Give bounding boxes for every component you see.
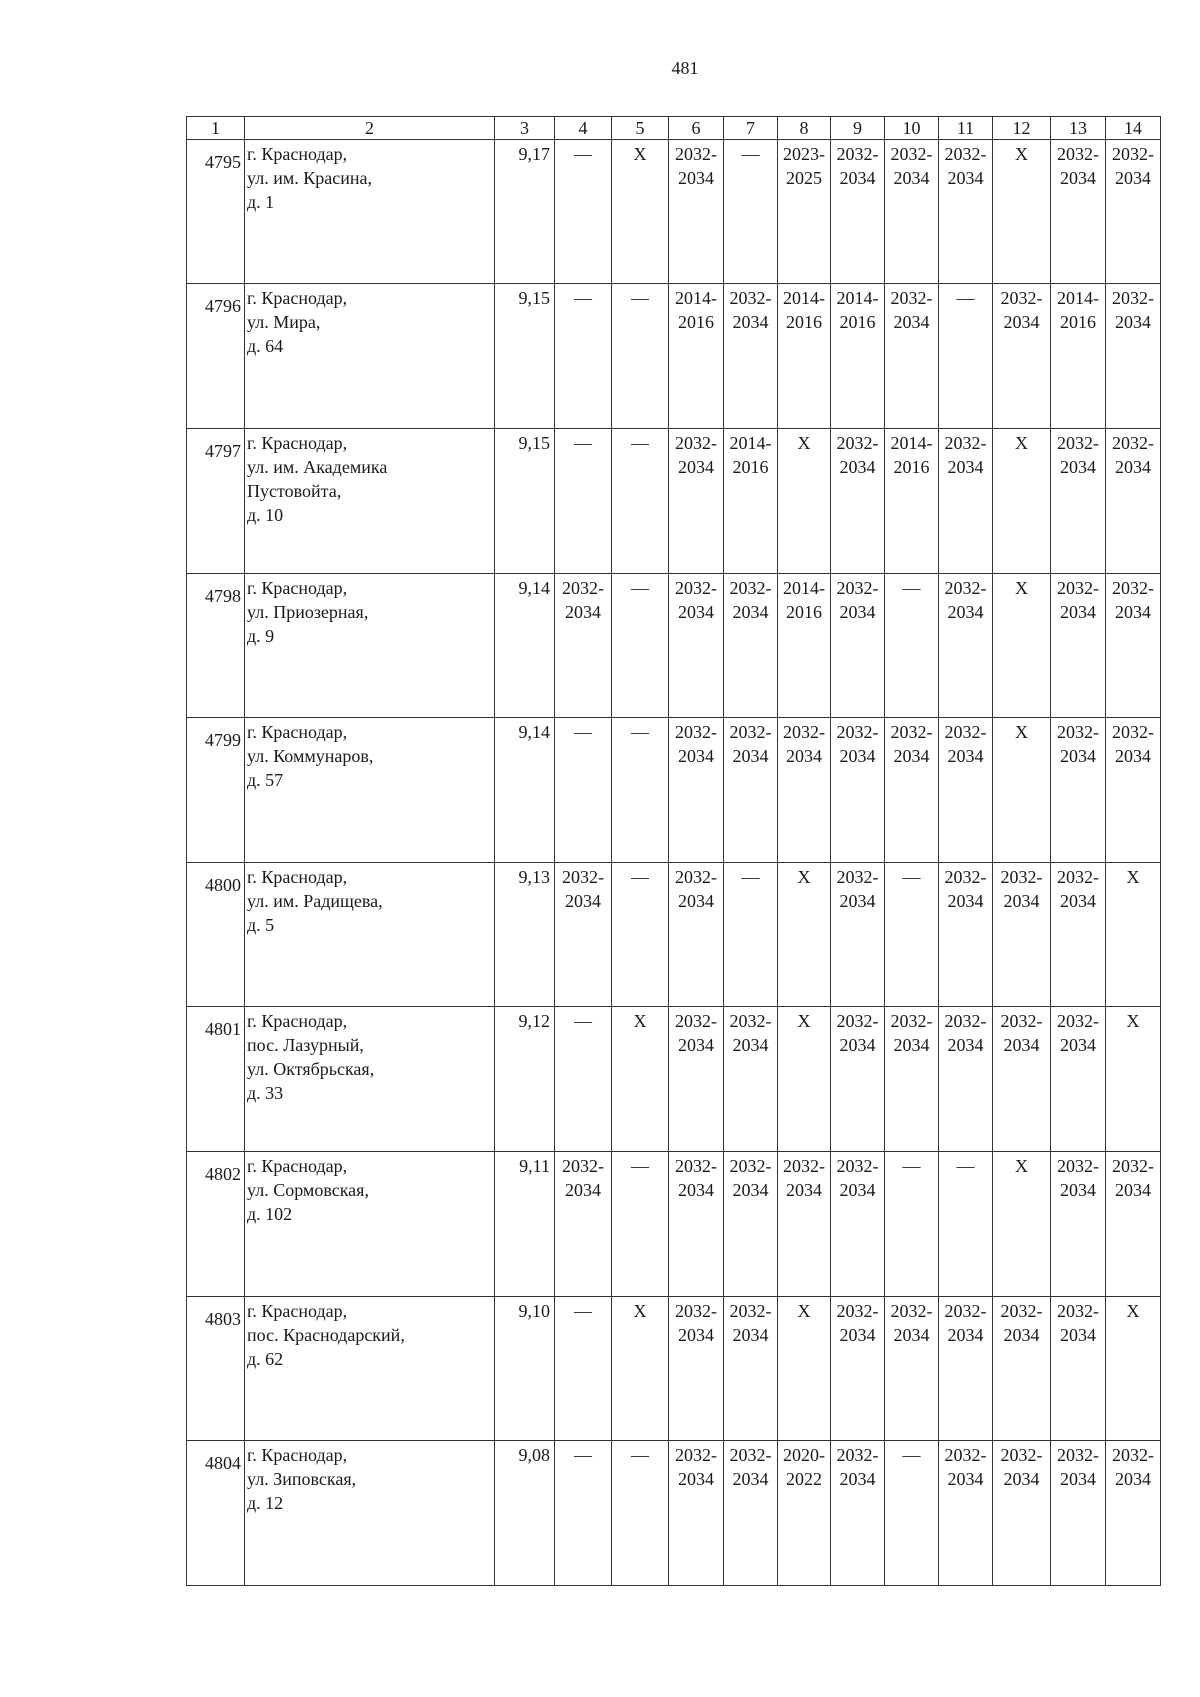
schedule-cell: — (555, 429, 612, 574)
schedule-cell: 2032- 2034 (724, 1441, 778, 1586)
rating-cell: 9,15 (495, 284, 555, 429)
address-line: д. 62 (247, 1348, 284, 1369)
schedule-cell: 2020- 2022 (778, 1441, 831, 1586)
schedule-cell: 2032- 2034 (724, 284, 778, 429)
schedule-cell: 2032- 2034 (1106, 284, 1161, 429)
schedule-cell: 2032- 2034 (1051, 1441, 1106, 1586)
address-line: г. Краснодар, (247, 433, 348, 454)
schedule-cell: 2032- 2034 (1051, 1296, 1106, 1441)
header-cell: 13 (1051, 117, 1106, 140)
schedule-cell: — (555, 284, 612, 429)
schedule-cell: X (993, 718, 1051, 863)
address-line: ул. им. Красина, (247, 167, 372, 188)
schedule-cell: 2032- 2034 (669, 1441, 724, 1586)
schedule-cell: — (555, 718, 612, 863)
schedule-cell: X (993, 429, 1051, 574)
schedule-cell: — (555, 1296, 612, 1441)
address-line: г. Краснодар, (247, 866, 348, 887)
schedule-cell: 2014- 2016 (724, 429, 778, 574)
schedule-cell: X (778, 862, 831, 1007)
schedule-cell: 2032- 2034 (778, 1152, 831, 1297)
rating-cell: 9,10 (495, 1296, 555, 1441)
address-line: ул. Октябрьская, (247, 1059, 375, 1080)
schedule-cell: X (1106, 1296, 1161, 1441)
header-cell: 3 (495, 117, 555, 140)
row-number: 4799 (187, 718, 245, 863)
schedule-cell: 2032- 2034 (1051, 1152, 1106, 1297)
schedule-cell: 2014- 2016 (831, 284, 885, 429)
schedule-cell: 2014- 2016 (669, 284, 724, 429)
schedule-cell: 2014- 2016 (778, 573, 831, 718)
address-line: г. Краснодар, (247, 1011, 348, 1032)
schedule-cell: — (555, 1441, 612, 1586)
address-line: д. 5 (247, 914, 275, 935)
schedule-cell: 2032- 2034 (885, 284, 939, 429)
address-line: г. Краснодар, (247, 288, 348, 309)
schedule-cell: — (555, 1007, 612, 1152)
schedule-cell: 2032- 2034 (1051, 1007, 1106, 1152)
schedule-cell: 2032- 2034 (1106, 573, 1161, 718)
address-line: ул. Сормовская, (247, 1180, 369, 1201)
address-line: д. 64 (247, 336, 284, 357)
address-line: ул. Коммунаров, (247, 746, 374, 767)
rating-cell: 9,17 (495, 139, 555, 284)
schedule-cell: — (885, 1441, 939, 1586)
schedule-cell: 2032- 2034 (724, 1296, 778, 1441)
table-row (187, 1152, 1161, 1297)
address-line: ул. Зиповская, (247, 1469, 357, 1490)
schedule-cell: — (939, 284, 993, 429)
row-number: 4797 (187, 429, 245, 574)
address-line: г. Краснодар, (247, 722, 348, 743)
table-row (187, 1441, 1161, 1586)
table-row (187, 1296, 1161, 1441)
header-cell: 1 (187, 117, 245, 140)
schedule-cell: 2032- 2034 (669, 573, 724, 718)
schedule-cell: 2032- 2034 (669, 718, 724, 863)
row-number: 4798 (187, 573, 245, 718)
address-line: ул. им. Академика (247, 457, 388, 478)
schedule-cell: X (1106, 1007, 1161, 1152)
schedule-cell: 2032- 2034 (993, 1441, 1051, 1586)
schedule-cell: 2032- 2034 (1051, 718, 1106, 863)
header-cell: 10 (885, 117, 939, 140)
schedule-cell: 2032- 2034 (831, 718, 885, 863)
schedule-cell: X (1106, 862, 1161, 1007)
schedule-cell: 2032- 2034 (555, 573, 612, 718)
row-number: 4801 (187, 1007, 245, 1152)
schedule-cell: 2032- 2034 (1106, 1152, 1161, 1297)
schedule-cell: 2032- 2034 (885, 139, 939, 284)
row-number: 4803 (187, 1296, 245, 1441)
schedule-cell: 2032- 2034 (669, 1152, 724, 1297)
schedule-cell: 2032- 2034 (1106, 718, 1161, 863)
rating-cell: 9,13 (495, 862, 555, 1007)
schedule-cell: — (885, 862, 939, 1007)
schedule-cell: — (612, 429, 669, 574)
header-cell: 6 (669, 117, 724, 140)
row-number: 4804 (187, 1441, 245, 1586)
schedule-cell: 2032- 2034 (669, 429, 724, 574)
schedule-cell: 2032- 2034 (885, 718, 939, 863)
schedule-cell: 2032- 2034 (1051, 862, 1106, 1007)
schedule-cell: 2032- 2034 (669, 139, 724, 284)
schedule-cell: 2032- 2034 (669, 862, 724, 1007)
address-cell (245, 1007, 495, 1152)
address-line: д. 102 (247, 1204, 293, 1225)
schedule-cell: 2032- 2034 (1106, 429, 1161, 574)
address-line: пос. Лазурный, (247, 1035, 364, 1056)
address-line: д. 57 (247, 770, 284, 791)
schedule-cell: — (612, 284, 669, 429)
header-cell: 9 (831, 117, 885, 140)
header-cell: 14 (1106, 117, 1161, 140)
schedule-cell: X (612, 1296, 669, 1441)
schedule-cell: 2032- 2034 (885, 1296, 939, 1441)
address-cell (245, 1441, 495, 1586)
rating-cell: 9,15 (495, 429, 555, 574)
schedule-cell: X (993, 573, 1051, 718)
schedule-cell: 2032- 2034 (939, 1296, 993, 1441)
rating-cell: 9,12 (495, 1007, 555, 1152)
schedule-cell: X (993, 139, 1051, 284)
schedule-cell: X (778, 1296, 831, 1441)
schedule-cell: — (612, 1152, 669, 1297)
schedule-cell: 2032- 2034 (831, 429, 885, 574)
schedule-cell: X (778, 429, 831, 574)
address-line: ул. Мира, (247, 312, 321, 333)
schedule-cell: 2032- 2034 (939, 862, 993, 1007)
schedule-cell: — (612, 573, 669, 718)
schedule-cell: 2032- 2034 (724, 573, 778, 718)
schedule-cell: 2032- 2034 (1051, 139, 1106, 284)
schedule-cell: X (612, 1007, 669, 1152)
page-number: 481 (671, 58, 699, 78)
schedule-cell: 2032- 2034 (724, 1152, 778, 1297)
address-line: д. 12 (247, 1493, 284, 1514)
schedule-cell: 2032- 2034 (831, 862, 885, 1007)
schedule-cell: 2032- 2034 (939, 429, 993, 574)
table-row (187, 284, 1161, 429)
schedule-cell: X (778, 1007, 831, 1152)
header-cell: 4 (555, 117, 612, 140)
schedule-cell: 2014- 2016 (885, 429, 939, 574)
header-cell: 11 (939, 117, 993, 140)
schedule-cell: 2032- 2034 (993, 862, 1051, 1007)
header-cell: 5 (612, 117, 669, 140)
table-row (187, 1007, 1161, 1152)
header-cell: 7 (724, 117, 778, 140)
schedule-cell: — (612, 862, 669, 1007)
row-number: 4796 (187, 284, 245, 429)
rating-cell: 9,14 (495, 573, 555, 718)
address-line: г. Краснодар, (247, 577, 348, 598)
schedule-cell: 2032- 2034 (993, 1296, 1051, 1441)
header-row (187, 117, 1161, 140)
table-row (187, 862, 1161, 1007)
schedule-cell: X (993, 1152, 1051, 1297)
address-cell (245, 429, 495, 574)
schedule-cell: 2032- 2034 (831, 573, 885, 718)
schedule-cell: 2032- 2034 (831, 139, 885, 284)
address-cell (245, 139, 495, 284)
address-line: г. Краснодар, (247, 1156, 348, 1177)
schedule-cell: 2032- 2034 (939, 573, 993, 718)
rating-cell: 9,08 (495, 1441, 555, 1586)
schedule-cell: — (612, 718, 669, 863)
address-line: пос. Краснодарский, (247, 1324, 405, 1345)
schedule-cell: 2032- 2034 (724, 718, 778, 863)
schedule-cell: 2032- 2034 (1106, 1441, 1161, 1586)
table-row (187, 429, 1161, 574)
address-cell (245, 573, 495, 718)
rating-cell: 9,11 (495, 1152, 555, 1297)
schedule-cell: 2032- 2034 (669, 1007, 724, 1152)
table-row (187, 718, 1161, 863)
address-line: г. Краснодар, (247, 143, 348, 164)
schedule-cell: 2032- 2034 (831, 1007, 885, 1152)
address-cell (245, 718, 495, 863)
schedule-cell: 2032- 2034 (669, 1296, 724, 1441)
schedule-cell: 2014- 2016 (1051, 284, 1106, 429)
table-row (187, 139, 1161, 284)
address-line: г. Краснодар, (247, 1300, 348, 1321)
schedule-cell: — (939, 1152, 993, 1297)
schedule-cell: — (885, 1152, 939, 1297)
rating-cell: 9,14 (495, 718, 555, 863)
address-line: д. 10 (247, 505, 284, 526)
schedule-cell: 2032- 2034 (1051, 573, 1106, 718)
schedule-cell: 2032- 2034 (555, 1152, 612, 1297)
schedule-cell: 2032- 2034 (778, 718, 831, 863)
schedule-cell: 2032- 2034 (555, 862, 612, 1007)
schedule-cell: 2032- 2034 (939, 1441, 993, 1586)
schedule-cell: — (885, 573, 939, 718)
schedule-cell: 2032- 2034 (993, 1007, 1051, 1152)
schedule-cell: — (724, 862, 778, 1007)
address-line: д. 1 (247, 191, 275, 212)
schedule-cell: 2023- 2025 (778, 139, 831, 284)
address-cell (245, 1152, 495, 1297)
table-row (187, 573, 1161, 718)
schedule-cell: 2032- 2034 (831, 1296, 885, 1441)
schedule-cell: 2032- 2034 (939, 139, 993, 284)
row-number: 4800 (187, 862, 245, 1007)
schedule-cell: X (612, 139, 669, 284)
address-line: Пустовойта, (247, 481, 342, 502)
address-cell (245, 1296, 495, 1441)
schedule-cell: — (724, 139, 778, 284)
schedule-cell: 2032- 2034 (1106, 139, 1161, 284)
capital-repair-schedule-table (186, 116, 1161, 1586)
row-number: 4795 (187, 139, 245, 284)
schedule-cell: 2032- 2034 (831, 1152, 885, 1297)
schedule-cell: 2032- 2034 (885, 1007, 939, 1152)
schedule-cell: 2032- 2034 (831, 1441, 885, 1586)
schedule-cell: 2032- 2034 (724, 1007, 778, 1152)
schedule-cell: — (555, 139, 612, 284)
header-cell: 8 (778, 117, 831, 140)
schedule-cell: — (612, 1441, 669, 1586)
row-number: 4802 (187, 1152, 245, 1297)
address-line: д. 9 (247, 625, 275, 646)
address-cell (245, 284, 495, 429)
address-line: д. 33 (247, 1083, 284, 1104)
schedule-cell: 2032- 2034 (993, 284, 1051, 429)
address-line: ул. Приозерная, (247, 601, 369, 622)
schedule-cell: 2032- 2034 (1051, 429, 1106, 574)
schedule-cell: 2014- 2016 (778, 284, 831, 429)
header-cell: 12 (993, 117, 1051, 140)
header-cell: 2 (245, 117, 495, 140)
address-line: ул. им. Радищева, (247, 890, 383, 911)
address-cell (245, 862, 495, 1007)
address-line: г. Краснодар, (247, 1445, 348, 1466)
schedule-cell: 2032- 2034 (939, 1007, 993, 1152)
schedule-cell: 2032- 2034 (939, 718, 993, 863)
